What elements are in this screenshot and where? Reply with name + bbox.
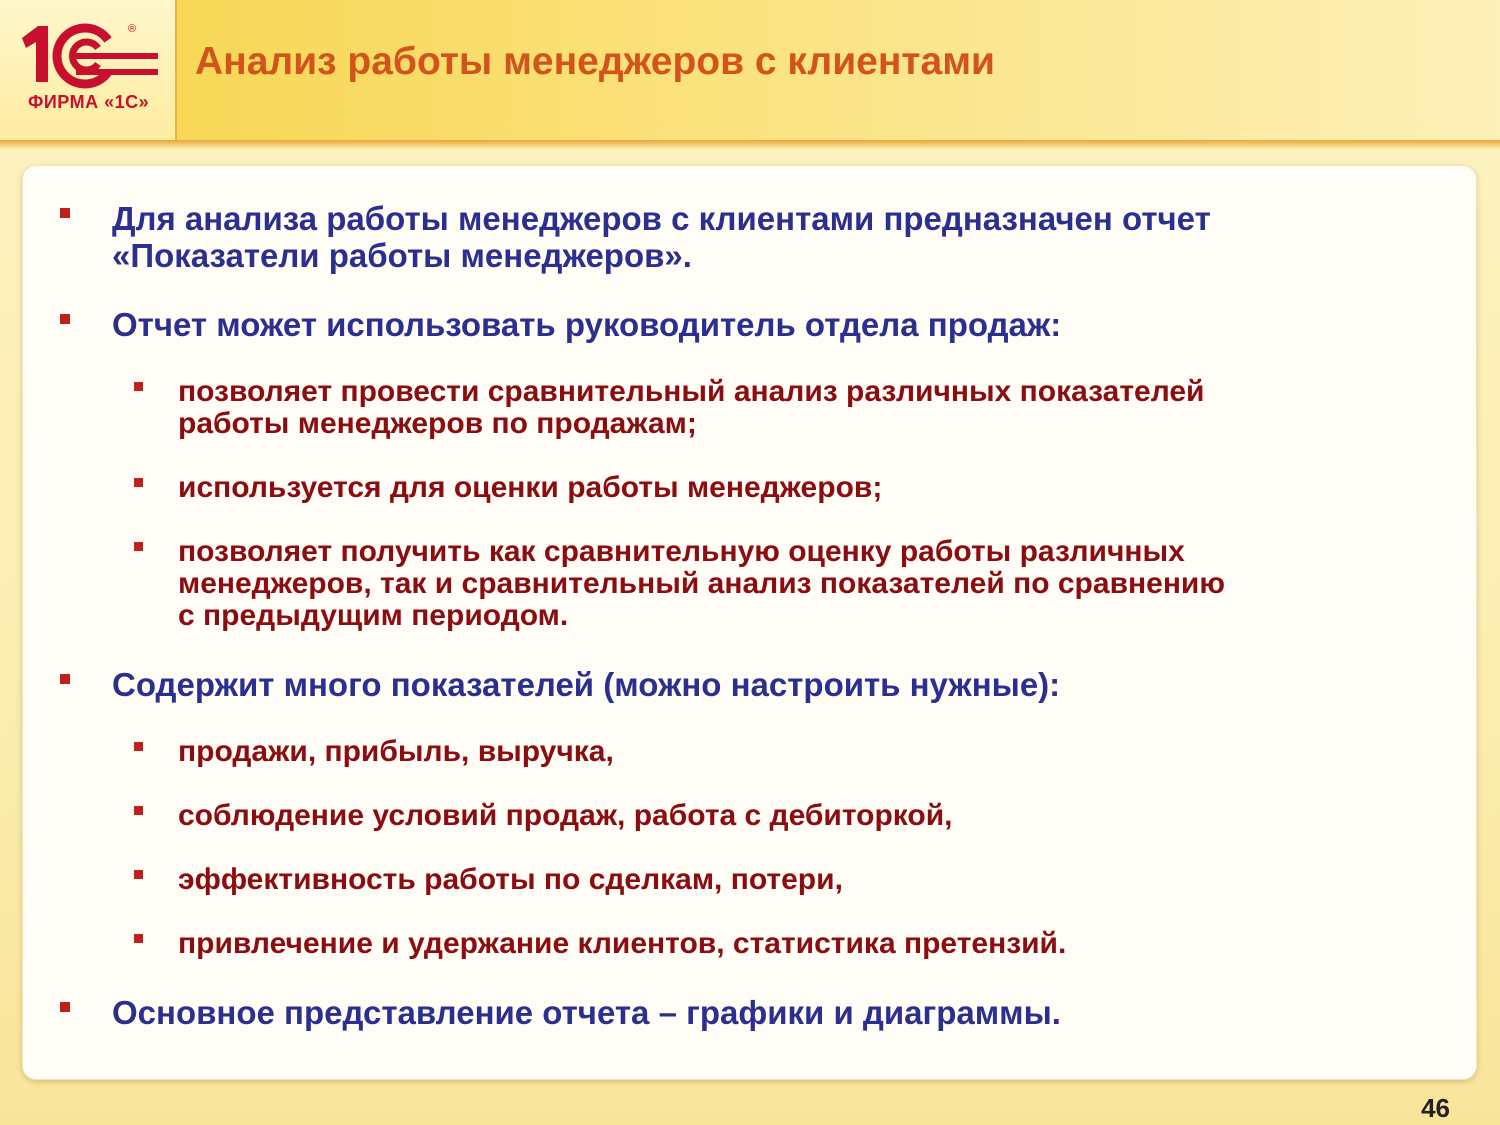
- bullet-marker-icon: [60, 674, 70, 684]
- bullet-report-purpose: Для анализа работы менеджеров с клиентами предназначен отчет «Показатели работы менеджеров».: [112, 200, 1211, 274]
- subbullet-conditions: соблюдение условий продаж, работа с дебиторкой,: [178, 800, 953, 832]
- subbullet-clients: привлечение и удержание клиентов, статистика претензий.: [178, 928, 1066, 960]
- subbullet-efficiency: эффективность работы по сделкам, потери,: [178, 864, 843, 896]
- bullet-report-user: Отчет может использовать руководитель отдела продаж:: [112, 306, 1061, 343]
- subbullet-comparative-analysis: позволяет провести сравнительный анализ различных показателей работы менеджеров по продажам;: [178, 376, 1205, 440]
- header-divider: [0, 140, 1500, 150]
- bullet-marker-icon: [134, 934, 143, 943]
- bullet-marker-icon: [134, 806, 143, 815]
- logo-1c-icon: [16, 20, 161, 92]
- company-logo: [0, 0, 177, 140]
- bullet-marker-icon: [134, 478, 143, 487]
- bullet-marker-icon: [60, 1002, 70, 1012]
- subbullet-period-comparison: позволяет получить как сравнительную оценку работы различных менеджеров, так и сравнительный анализ показателей по сравнению с предыдущим периодом.: [178, 536, 1225, 632]
- registered-mark: ®: [128, 23, 137, 35]
- slide-title: Анализ работы менеджеров с клиентами: [195, 40, 996, 83]
- bullet-marker-icon: [60, 314, 70, 324]
- logo-caption: ФИРМА «1С»: [28, 92, 150, 112]
- bullet-marker-icon: [134, 382, 143, 391]
- subbullet-evaluation: используется для оценки работы менеджеров;: [178, 472, 882, 504]
- bullet-presentation: Основное представление отчета – графики и диаграммы.: [112, 994, 1061, 1031]
- subbullet-sales: продажи, прибыль, выручка,: [178, 736, 614, 768]
- bullet-marker-icon: [60, 208, 70, 218]
- bullet-marker-icon: [134, 742, 143, 751]
- bullet-indicators: Содержит много показателей (можно настроить нужные):: [112, 666, 1060, 703]
- bullet-marker-icon: [134, 542, 143, 551]
- bullet-marker-icon: [134, 870, 143, 879]
- page-number: 46: [1421, 1093, 1450, 1123]
